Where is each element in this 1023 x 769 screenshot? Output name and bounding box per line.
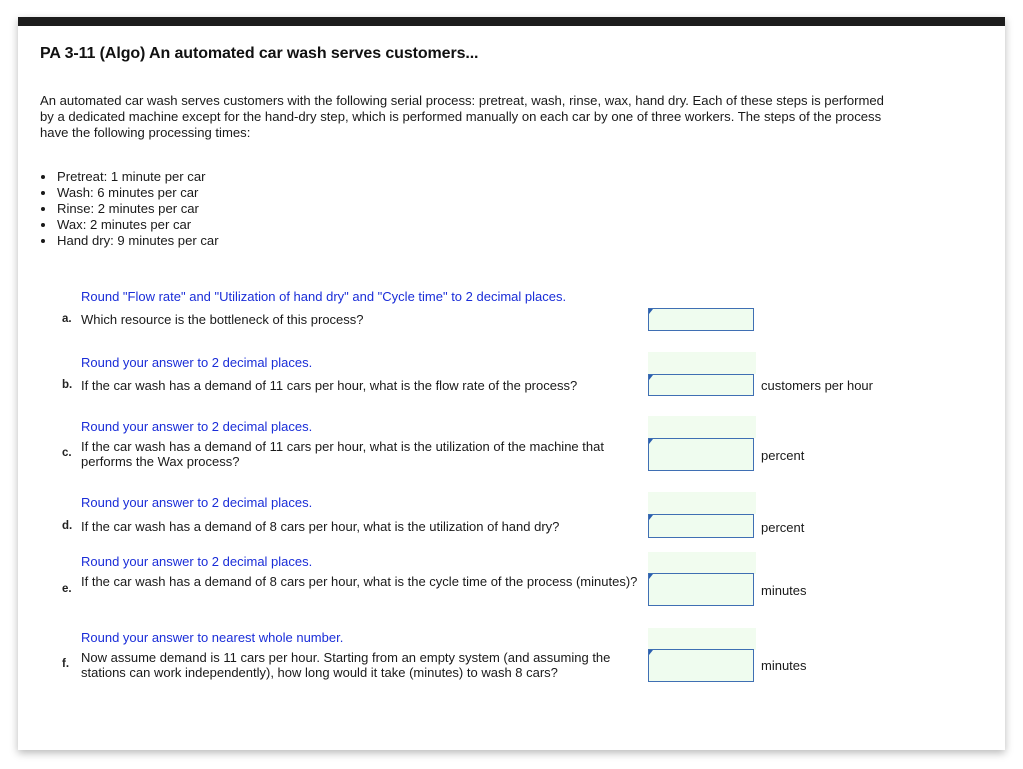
unit-label-e: minutes: [761, 583, 807, 598]
list-item: • Hand dry: 9 minutes per car: [56, 233, 219, 249]
processing-times-list: [40, 169, 219, 249]
hint-d: Round your answer to 2 decimal places.: [81, 495, 313, 510]
unit-label-f: minutes: [761, 658, 807, 673]
answer-shade-b: [648, 352, 756, 374]
question-text-d: If the car wash has a demand of 8 cars per hour, what is the utilization of hand dry?: [81, 519, 560, 534]
question-text-e: If the car wash has a demand of 8 cars per hour, what is the cycle time of the process (minutes)?: [81, 574, 638, 589]
input-marker-icon: [649, 309, 653, 314]
answer-input-b[interactable]: [648, 374, 754, 396]
question-text-f: Now assume demand is 11 cars per hour. Starting from an empty system (and assuming the stations can work independently), how long would it take (minutes) to wash 8 cars?: [81, 650, 611, 680]
unit-label-b: customers per hour: [761, 378, 873, 393]
input-marker-icon: [649, 650, 653, 655]
list-item: • Wash: 6 minutes per car: [56, 185, 219, 201]
question-card: [18, 17, 1005, 750]
top-bar: [18, 17, 1005, 26]
answer-input-a[interactable]: [648, 308, 754, 331]
question-text-c: If the car wash has a demand of 11 cars per hour, what is the utilization of the machine that performs the Wax process?: [81, 439, 604, 469]
hint-f: Round your answer to nearest whole number.: [81, 630, 344, 645]
hint-a: Round "Flow rate" and "Utilization of hand dry" and "Cycle time" to 2 decimal places.: [81, 289, 567, 304]
answer-shade-e: [648, 552, 756, 574]
question-letter-e: e.: [62, 583, 72, 595]
hint-b: Round your answer to 2 decimal places.: [81, 355, 313, 370]
hint-e: Round your answer to 2 decimal places.: [81, 554, 313, 569]
list-item: • Rinse: 2 minutes per car: [56, 201, 219, 217]
hint-c: Round your answer to 2 decimal places.: [81, 419, 313, 434]
list-item: • Wax: 2 minutes per car: [56, 217, 219, 233]
answer-input-f[interactable]: [648, 649, 754, 682]
answer-input-c[interactable]: [648, 438, 754, 471]
question-letter-f: f.: [62, 658, 70, 670]
input-marker-icon: [649, 574, 653, 579]
question-text-a: Which resource is the bottleneck of this process?: [81, 312, 364, 327]
unit-label-d: percent: [761, 520, 805, 535]
unit-label-c: percent: [761, 448, 805, 463]
input-marker-icon: [649, 439, 653, 444]
question-letter-a: a.: [62, 313, 72, 325]
question-letter-c: c.: [62, 447, 72, 459]
intro-paragraph: An automated car wash serves customers with the following serial process: pretreat, wash, rinse, wax, hand dry. Each of these steps is performed by a dedicated machine except for the hand-dry step, which is performed manually on each car by one of three workers. The steps of the process have the following processing times:: [40, 93, 884, 140]
input-marker-icon: [649, 375, 653, 380]
question-text-b: If the car wash has a demand of 11 cars per hour, what is the flow rate of the process?: [81, 378, 578, 393]
answer-input-e[interactable]: [648, 573, 754, 606]
problem-intro: [40, 93, 900, 141]
answer-shade-c: [648, 416, 756, 438]
answer-shade-d: [648, 492, 756, 514]
input-marker-icon: [649, 515, 653, 520]
answer-shade-f: [648, 628, 756, 650]
question-letter-d: d.: [62, 520, 73, 532]
list-item: • Pretreat: 1 minute per car: [56, 169, 219, 185]
question-letter-b: b.: [62, 379, 73, 391]
answer-input-d[interactable]: [648, 514, 754, 538]
page-title: PA 3-11 (Algo) An automated car wash serves customers...: [40, 45, 479, 62]
